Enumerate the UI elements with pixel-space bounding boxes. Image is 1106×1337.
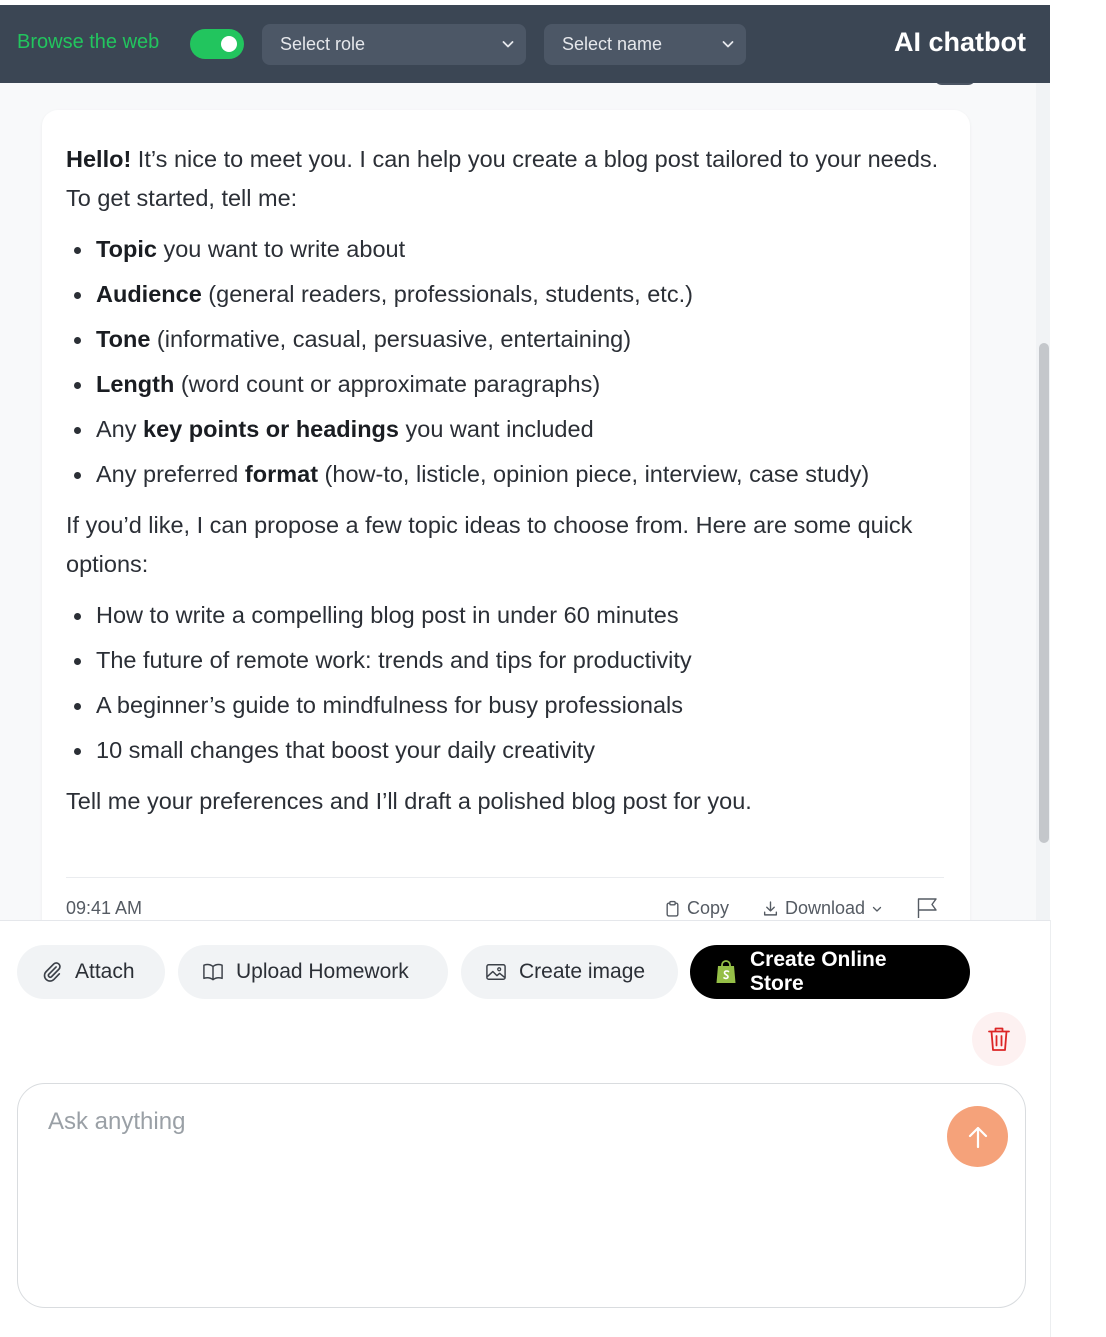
role-select-value: Select role bbox=[280, 34, 366, 54]
clipboard-icon bbox=[664, 900, 681, 917]
arrow-up-icon bbox=[964, 1123, 992, 1151]
create-image-button[interactable] bbox=[461, 945, 678, 999]
requirements-list bbox=[66, 230, 946, 494]
book-icon bbox=[202, 962, 224, 982]
list-item: Any key points or headings you want included bbox=[66, 410, 946, 449]
download-label: Download bbox=[785, 898, 866, 918]
browse-web-label: Browse the web bbox=[17, 31, 160, 53]
send-button[interactable] bbox=[947, 1106, 1008, 1167]
trash-icon bbox=[986, 1025, 1012, 1053]
list-item: 10 small changes that boost your daily creativity bbox=[66, 731, 946, 770]
top-bar bbox=[0, 5, 1050, 83]
message-middle: If you’d like, I can propose a few topic ideas to choose from. Here are some quick options: bbox=[66, 512, 913, 577]
message-intro bbox=[66, 140, 946, 218]
clear-chat-button[interactable] bbox=[972, 1012, 1026, 1066]
copy-label: Copy bbox=[687, 898, 730, 918]
shopping-bag-icon bbox=[714, 959, 738, 985]
list-item: A beginner’s guide to mindfulness for busy professionals bbox=[66, 686, 946, 725]
app-title: AI chatbot bbox=[894, 27, 1026, 57]
composer-box bbox=[17, 1083, 1026, 1308]
image-icon bbox=[485, 962, 507, 982]
attach-label: Attach bbox=[75, 960, 135, 983]
list-item: Length (word count or approximate paragraphs) bbox=[66, 365, 946, 404]
chevron-down-icon bbox=[871, 903, 883, 915]
role-select[interactable] bbox=[262, 24, 526, 65]
panel-edge bbox=[1050, 920, 1051, 1337]
message-closing: Tell me your preferences and I’ll draft a polished blog post for you. bbox=[66, 788, 752, 814]
chevron-down-icon bbox=[500, 36, 516, 52]
report-button[interactable] bbox=[916, 897, 940, 919]
list-item: Tone (informative, casual, persuasive, entertaining) bbox=[66, 320, 946, 359]
create-online-store-button[interactable] bbox=[690, 945, 970, 999]
flag-icon bbox=[916, 897, 940, 919]
list-item: Audience (general readers, professionals, students, etc.) bbox=[66, 275, 946, 314]
message-timestamp: 09:41 AM bbox=[66, 898, 143, 918]
intro-text: It’s nice to meet you. I can help you create a blog post tailored to your needs. To get started, tell me: bbox=[66, 146, 939, 211]
intro-bold: Hello! bbox=[66, 146, 132, 172]
toggle-knob bbox=[221, 36, 237, 52]
list-item: Any preferred format (how-to, listicle, opinion piece, interview, case study) bbox=[66, 455, 946, 494]
topic-ideas-list bbox=[66, 596, 946, 770]
message-divider bbox=[66, 877, 944, 878]
scrollbar-thumb[interactable] bbox=[1039, 343, 1049, 843]
upload-homework-button[interactable] bbox=[178, 945, 448, 999]
assistant-message-body bbox=[66, 140, 946, 821]
attach-button[interactable] bbox=[17, 945, 165, 999]
upload-homework-label: Upload Homework bbox=[236, 960, 409, 983]
browse-web-toggle[interactable] bbox=[190, 29, 244, 59]
list-item: The future of remote work: trends and tips for productivity bbox=[66, 641, 946, 680]
chat-input[interactable] bbox=[48, 1108, 928, 1288]
previous-message-edge bbox=[934, 83, 976, 85]
copy-button[interactable] bbox=[664, 898, 729, 919]
chat-scroll-area[interactable] bbox=[0, 83, 1050, 920]
download-button[interactable] bbox=[762, 898, 883, 919]
create-online-store-label: Create Online Store bbox=[750, 948, 887, 995]
name-select-value: Select name bbox=[562, 34, 663, 54]
download-icon bbox=[762, 900, 779, 917]
chevron-down-icon bbox=[720, 36, 736, 52]
paperclip-icon bbox=[41, 961, 63, 983]
list-item: Topic you want to write about bbox=[66, 230, 946, 269]
list-item: How to write a compelling blog post in under 60 minutes bbox=[66, 596, 946, 635]
create-image-label: Create image bbox=[519, 960, 646, 983]
name-select[interactable] bbox=[544, 24, 746, 65]
